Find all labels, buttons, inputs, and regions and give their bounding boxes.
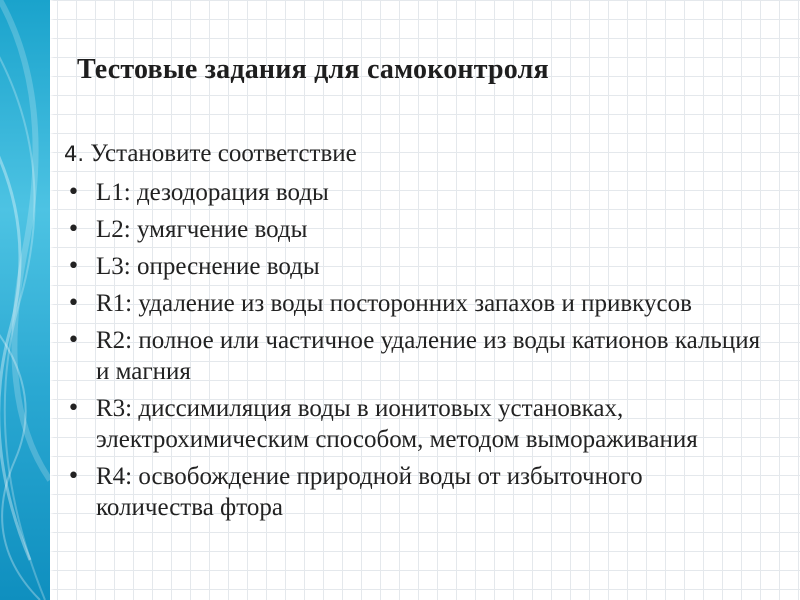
list-item bbox=[65, 325, 765, 387]
list-item-text: L2: умягчение воды bbox=[96, 216, 308, 243]
task-heading bbox=[64, 140, 357, 168]
list-item-text: R1: удаление из воды посторонних запахов и привкусов bbox=[96, 290, 692, 317]
bullet-icon: • bbox=[67, 254, 80, 279]
list-item bbox=[65, 177, 765, 208]
list-item-text: R3: диссимиляция воды в ионитовых установках, электрохимическим способом, методом вымораживания bbox=[96, 395, 698, 453]
task-number: 4. bbox=[64, 142, 85, 166]
bullet-icon: • bbox=[67, 291, 80, 316]
list-item-text: L1: дезодорация воды bbox=[96, 179, 329, 206]
slide-title: Тестовые задания для самоконтроля bbox=[77, 54, 549, 85]
decorative-side-band bbox=[0, 0, 50, 600]
bullet-icon: • bbox=[67, 180, 80, 205]
list-item bbox=[65, 393, 765, 455]
match-list bbox=[65, 177, 765, 529]
bullet-icon: • bbox=[67, 464, 80, 489]
task-text: Установите соответствие bbox=[90, 140, 357, 167]
list-item bbox=[65, 251, 765, 282]
bullet-icon: • bbox=[67, 328, 80, 353]
bullet-icon: • bbox=[67, 396, 80, 421]
list-item bbox=[65, 214, 765, 245]
bullet-icon: • bbox=[67, 217, 80, 242]
wave-decoration-icon bbox=[0, 0, 50, 600]
list-item-text: R4: освобождение природной воды от избыточного количества фтора bbox=[96, 463, 643, 521]
list-item-text: R2: полное или частичное удаление из воды катионов кальция и магния bbox=[96, 327, 761, 385]
list-item-text: L3: опреснение воды bbox=[96, 253, 320, 280]
list-item bbox=[65, 461, 765, 523]
list-item bbox=[65, 288, 765, 319]
side-band-edge bbox=[50, 0, 54, 600]
